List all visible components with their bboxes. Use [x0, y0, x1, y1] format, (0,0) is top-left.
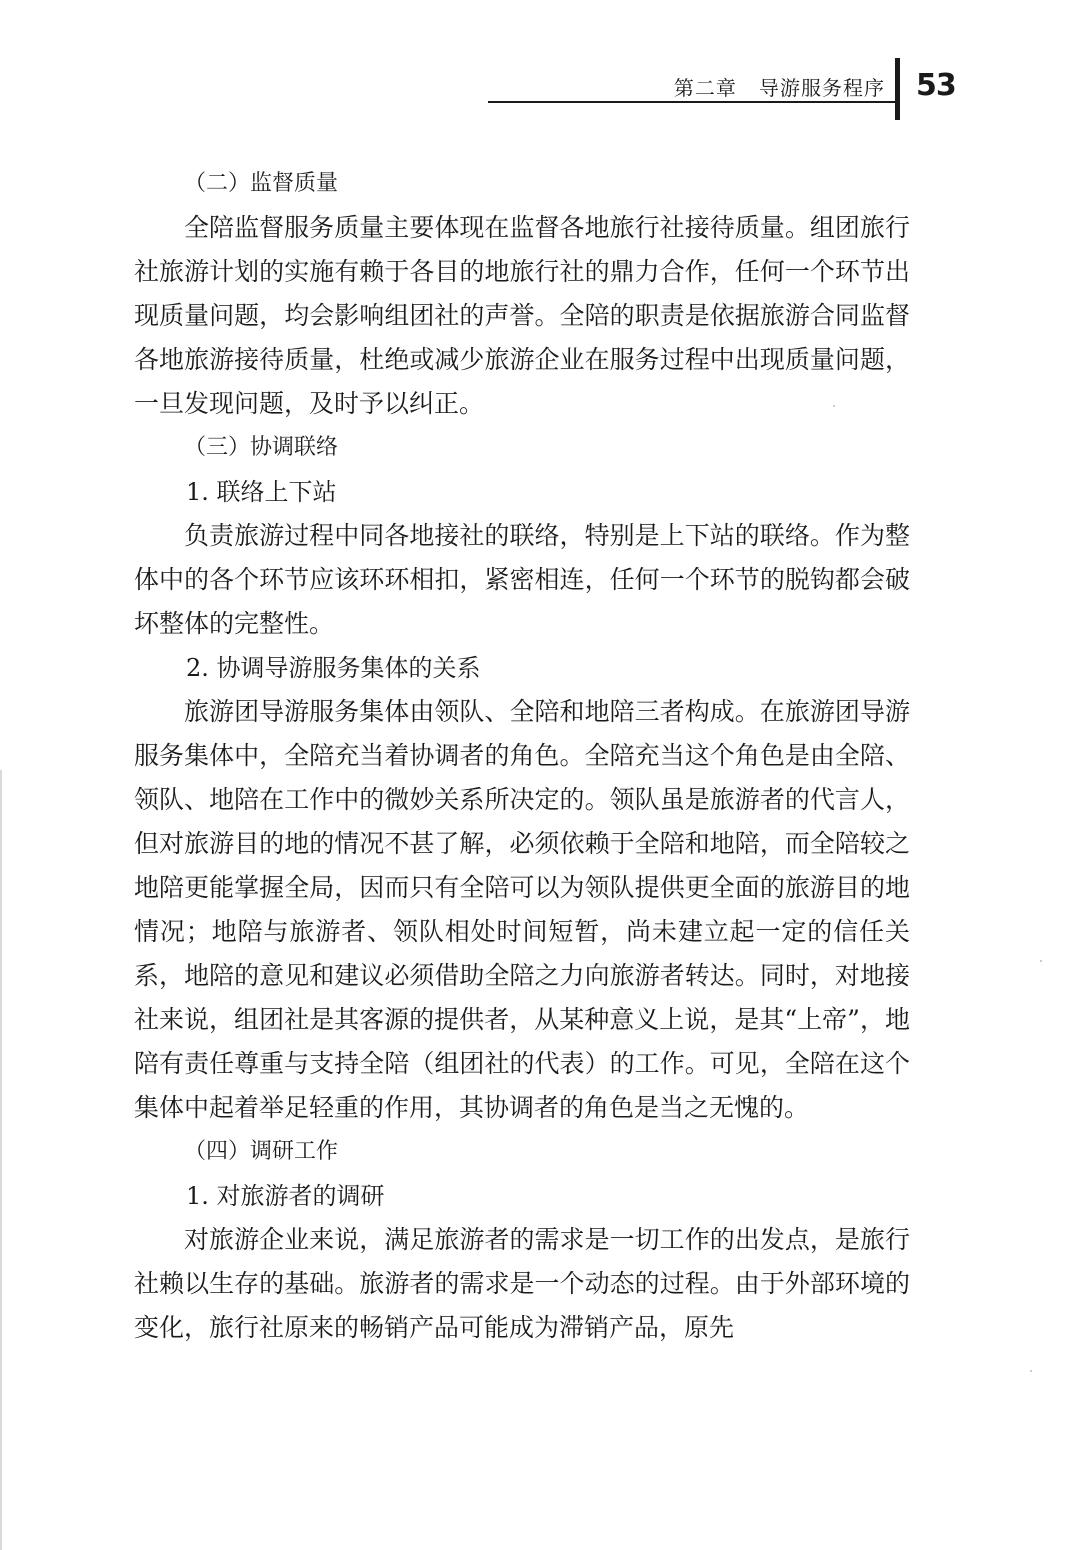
section-heading-research: （四）调研工作 [184, 1139, 339, 1164]
subheading-coordinate-guide-group: 2. 协调导游服务集体的关系 [186, 654, 481, 682]
paragraph-contact-stations: 负责旅游过程中同各地接社的联络，特别是上下站的联络。作为整体中的各个环节应该环环相扣，紧密相连，任何一个环节的脱钩都会破坏整体的完整性。 [134, 521, 910, 638]
page-number: 53 [916, 68, 956, 103]
subheading-contact-stations: 1. 联络上下站 [186, 478, 337, 506]
page-body [134, 162, 910, 1350]
section-heading-supervise-quality: （二）监督质量 [184, 171, 339, 196]
scan-speck [1040, 960, 1042, 962]
paragraph-tourist-research: 对旅游企业来说，满足旅游者的需求是一切工作的出发点，是旅行社赖以生存的基础。旅游者的需求是一个动态的过程。由于外部环境的变化，旅行社原来的畅销产品可能成为滞销产品，原先 [134, 1225, 910, 1342]
section-heading-coordination: （三）协调联络 [184, 435, 339, 460]
paragraph-coordinate-guide-group: 旅游团导游服务集体由领队、全陪和地陪三者构成。在旅游团导游服务集体中，全陪充当着协调者的角色。全陪充当这个角色是由全陪、领队、地陪在工作中的微妙关系所决定的。领队虽是旅游者的代言人，但对旅游目的地的情况不甚了解，必须依赖于全陪和地陪，而全陪较之地陪更能掌握全局，因而只有全陪可以为领队提供更全面的旅游目的地情况；地陪与旅游者、领队相处时间短暂，尚未建立起一定的信任关系，地陪的意见和建议必须借助全陪之力向旅游者转达。同时，对地接社来说，组团社是其客源的提供者，从某种意义上说，是其“上帝”，地陪有责任尊重与支持全陪（组团社的代表）的工作。可见，全陪在这个集体中起着举足轻重的作用，其协调者的角色是当之无愧的。 [134, 697, 910, 1122]
scan-speck [1030, 1370, 1032, 1372]
running-header-chapter-title: 第二章 导游服务程序 [673, 76, 885, 100]
header-rule [488, 101, 895, 103]
scan-speck [833, 405, 835, 407]
header-vertical-bar [895, 58, 900, 120]
paragraph-supervise-quality: 全陪监督服务质量主要体现在监督各地旅行社接待质量。组团旅行社旅游计划的实施有赖于各目的地旅行社的鼎力合作，任何一个环节出现质量问题，均会影响组团社的声誉。全陪的职责是依据旅游合同监督各地旅游接待质量，杜绝或减少旅游企业在服务过程中出现质量问题，一旦发现问题，及时予以纠正。 [134, 213, 910, 418]
subheading-tourist-research: 1. 对旅游者的调研 [186, 1182, 385, 1210]
scan-margin-shadow [0, 770, 2, 1550]
